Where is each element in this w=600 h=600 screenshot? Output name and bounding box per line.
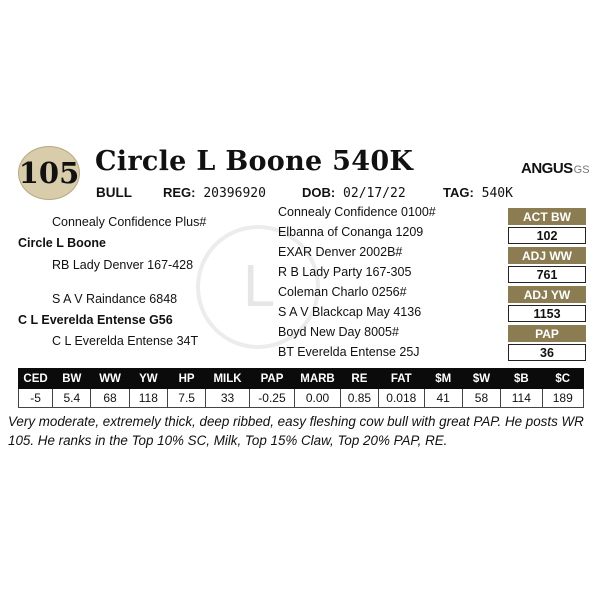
- dob-value: 02/17/22: [343, 186, 406, 201]
- tag-value: 540K: [481, 186, 513, 201]
- pedigree-dam-sire: S A V Raindance 6848: [52, 292, 178, 306]
- pedigree-g3-5: Coleman Charlo 0256#: [278, 285, 407, 299]
- adj-ww-value: 761: [508, 266, 586, 283]
- epd-value: 189: [542, 389, 584, 408]
- tag: [443, 185, 513, 201]
- epd-header: MILK: [206, 369, 249, 389]
- adj-yw-value: 1153: [508, 305, 586, 322]
- pedigree-g3-6: S A V Blackcap May 4136: [278, 305, 422, 319]
- epd-value: 5.4: [53, 389, 91, 408]
- pedigree-g3-1: Connealy Confidence 0100#: [278, 205, 436, 219]
- epd-header: MARB: [295, 369, 341, 389]
- tag-label: TAG:: [443, 185, 474, 200]
- lot-number: 105: [18, 156, 80, 190]
- adj-yw-label: ADJ YW: [508, 286, 586, 303]
- epd-value-row: [19, 389, 584, 408]
- pedigree-sire-dam: RB Lady Denver 167-428: [52, 258, 194, 272]
- reg-label: REG:: [163, 185, 196, 200]
- epd-table: [18, 368, 584, 408]
- epd-value: 114: [501, 389, 542, 408]
- epd-value: 7.5: [167, 389, 205, 408]
- epd-header: YW: [129, 369, 167, 389]
- pedigree-dam-dam: C L Everelda Entense 34T: [52, 334, 199, 348]
- epd-value: 68: [91, 389, 129, 408]
- reg-number: 20396920: [203, 186, 266, 201]
- animal-name: Circle L Boone 540K: [95, 146, 414, 177]
- angus-logo: [521, 160, 590, 177]
- epd-header: PAP: [249, 369, 295, 389]
- adj-ww-label: ADJ WW: [508, 247, 586, 264]
- registration: [163, 185, 266, 201]
- epd-value: 0.85: [340, 389, 378, 408]
- epd-header: $B: [501, 369, 542, 389]
- epd-value: 0.018: [379, 389, 425, 408]
- epd-header: CED: [19, 369, 53, 389]
- pap-value: 36: [508, 344, 586, 361]
- pedigree-g3-7: Boyd New Day 8005#: [278, 325, 399, 339]
- epd-header-row: [19, 369, 584, 389]
- epd-value: 0.00: [295, 389, 341, 408]
- epd-value: -5: [19, 389, 53, 408]
- dob-label: DOB:: [302, 185, 336, 200]
- pedigree-g3-4: R B Lady Party 167-305: [278, 265, 412, 279]
- date-of-birth: [302, 185, 406, 201]
- epd-header: HP: [167, 369, 205, 389]
- pedigree-sire-sire: Connealy Confidence Plus#: [52, 215, 207, 229]
- epd-header: BW: [53, 369, 91, 389]
- epd-value: 41: [424, 389, 462, 408]
- logo-suffix: GS: [573, 164, 590, 176]
- epd-value: 33: [206, 389, 249, 408]
- lot-number-badge: [18, 146, 80, 200]
- epd-header: $C: [542, 369, 584, 389]
- remarks: Very moderate, extremely thick, deep ribbed, easy fleshing cow bull with great PAP. He posts WR 105. He ranks in the Top 10% SC, Milk, Top 15% Claw, Top 20% PAP, RE.: [8, 414, 584, 448]
- epd-header: WW: [91, 369, 129, 389]
- pedigree-g3-2: Elbanna of Conanga 1209: [278, 225, 424, 239]
- epd-value: -0.25: [249, 389, 295, 408]
- pedigree-sire: Circle L Boone: [18, 236, 106, 250]
- sex: BULL: [96, 185, 132, 200]
- logo-main: ANGUS: [521, 160, 573, 177]
- epd-header: RE: [340, 369, 378, 389]
- pedigree-g3-3: EXAR Denver 2002B#: [278, 245, 403, 259]
- epd-header: FAT: [379, 369, 425, 389]
- act-bw-value: 102: [508, 227, 586, 244]
- epd-value: 58: [462, 389, 500, 408]
- act-bw-label: ACT BW: [508, 208, 586, 225]
- epd-value: 118: [129, 389, 167, 408]
- pedigree-g3-8: BT Everelda Entense 25J: [278, 345, 420, 359]
- pedigree-dam: C L Everelda Entense G56: [18, 313, 173, 327]
- circle-l-watermark-icon: L: [196, 225, 320, 349]
- epd-header: $W: [462, 369, 500, 389]
- pap-label: PAP: [508, 325, 586, 342]
- epd-header: $M: [424, 369, 462, 389]
